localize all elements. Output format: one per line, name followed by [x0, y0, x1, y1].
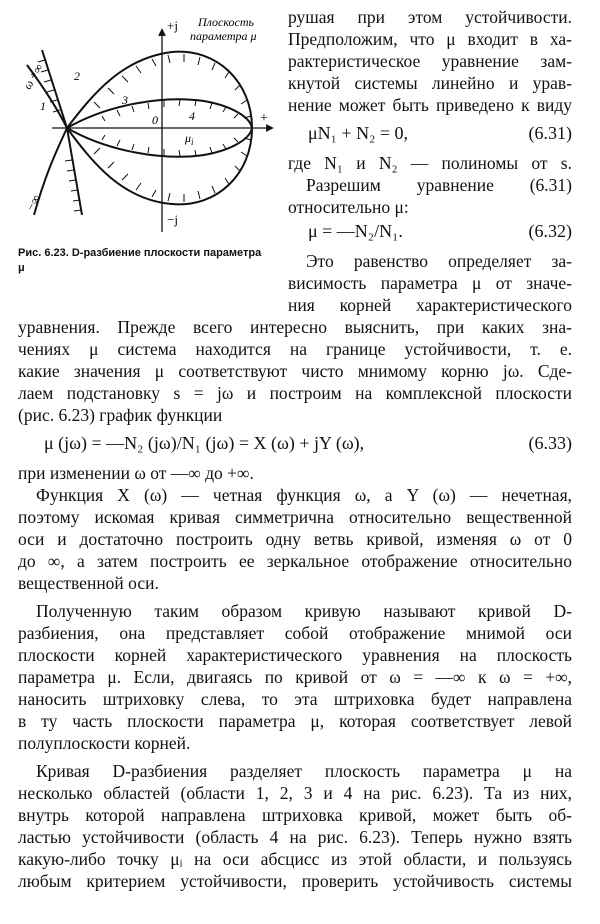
para4-line-2: несколько областей (области 1, 2, 3 и 4 на рис. 6.23). Та из них,: [18, 783, 572, 803]
para3-line-1: Полученную таким образом кривую называют кривой D-: [36, 601, 572, 621]
equation-6-32: μ = —N₂/N₁.: [308, 221, 403, 241]
para3-line-6: в ту часть плоскости параметра μ, которая соответствует левой: [18, 711, 572, 731]
right-col-line-2: Предположим, что μ входит в ха-: [288, 29, 572, 49]
para1-line-1: уравнения. Прежде всего интересно выяснить, при каких зна-: [18, 317, 572, 337]
para2-line-5: вещественной оси.: [18, 573, 159, 593]
para1-line-3: какие значения μ соответствуют чисто мнимому корню jω. Сде-: [18, 361, 572, 381]
para3-line-4: параметра μ. Если, двигаясь по кривой от ω = —∞ к ω = +∞,: [18, 667, 572, 687]
omega-top-label: ω+∞: [20, 61, 46, 92]
figure-caption: Рис. 6.23. D-разбиение плоскости параметра μ: [18, 247, 262, 274]
right-col-line-4: кнутой системы линейно и урав-: [288, 73, 572, 93]
branch-cross-up: [42, 50, 67, 128]
region-1: 1: [40, 99, 46, 113]
para4-line-3: внутрь которой направлена штриховка кривой, может быть об-: [18, 805, 572, 825]
para1-line-4: лаем подстановку s = jω и построим на комплексной плоскости: [18, 383, 572, 403]
axis-plus: +: [260, 111, 268, 126]
resolve-line-1: Разрешим уравнение (6.31): [306, 175, 572, 195]
axis-plus-j: +j: [167, 18, 178, 33]
branch-cross-down: [67, 128, 82, 215]
para1-right-line-1: Это равенство определяет за-: [306, 251, 572, 271]
axis-minus-j: −j: [167, 212, 178, 227]
para2-line-4: до ∞, а затем построить ее зеркальное отображение относительно: [18, 551, 572, 571]
region-4: 4: [189, 109, 195, 123]
right-col-line-5: нение может быть приведено к виду: [288, 95, 572, 115]
para1-line-5: (рис. 6.23) график функции: [18, 405, 223, 425]
equation-6-33: μ (jω) = —N₂ (jω)/N₁ (jω) = X (ω) + jY (ω),: [44, 433, 365, 453]
para4-line-1: Кривая D-разбиения разделяет плоскость параметра μ на: [36, 761, 572, 781]
mu-i-label: $\mu_i$: [185, 131, 194, 147]
para1-right-line-2: висимость параметра μ от значе-: [288, 273, 572, 293]
para3-line-3: плоскости корней характеристического уравнения на плоскость: [18, 645, 572, 665]
para4-line-4: ластью устойчивости (область 4 на рис. 6.23). Теперь нужно взять: [18, 827, 572, 847]
para1-line-2: чениях μ система находится на границе устойчивости, т. е.: [18, 339, 572, 359]
para3-line-5: наносить штриховку слева, то эта штриховка будет направлена: [18, 689, 572, 709]
para2-line-2: поэтому искомая кривая симметрична относительно вещественной: [18, 507, 572, 527]
equation-6-31: μN₁ + N₂ = 0,: [308, 123, 409, 143]
plane-label-line2: параметра μ: [190, 29, 257, 43]
right-col-line-1: рушая при этом устойчивости.: [288, 7, 572, 27]
para4-line-6: любым критерием устойчивости, проверить устойчивость системы: [18, 871, 572, 891]
para3-line-2: разбиения, она представляет собой отображение мнимой оси: [18, 623, 572, 643]
resolve-line-2: относительно μ:: [288, 197, 409, 217]
para1-right-line-3: ния корней характеристического: [288, 295, 572, 315]
after-6-33: при изменении ω от —∞ до +∞.: [18, 463, 254, 483]
para2-line-3: оси и достаточно построить одну ветвь кривой, изменяя ω от 0: [18, 529, 572, 549]
d-partition-figure: [12, 10, 280, 242]
para2-line-1: Функция X (ω) — четная функция ω, а Y (ω) — нечетная,: [36, 485, 572, 505]
region-2: 2: [74, 69, 80, 83]
right-col-line-3: рактеристическое уравнение зам-: [288, 51, 572, 71]
omega-bottom-label: −∞: [22, 192, 44, 214]
plane-label-line1: Плоскость: [198, 15, 254, 29]
origin-label: 0: [152, 113, 158, 127]
after-6-31: где N₁ и N₂ — полиномы от s.: [288, 153, 572, 173]
para3-line-7: полуплоскости корней.: [18, 733, 191, 753]
equation-6-33-number: (6.33): [528, 433, 572, 453]
equation-6-31-number: (6.31): [528, 123, 572, 143]
para4-line-5: какую-либо точку μᵢ на оси абсцисс из этой области, и пользуясь: [18, 849, 572, 869]
equation-6-32-number: (6.32): [528, 221, 572, 241]
region-3: 3: [122, 93, 128, 107]
